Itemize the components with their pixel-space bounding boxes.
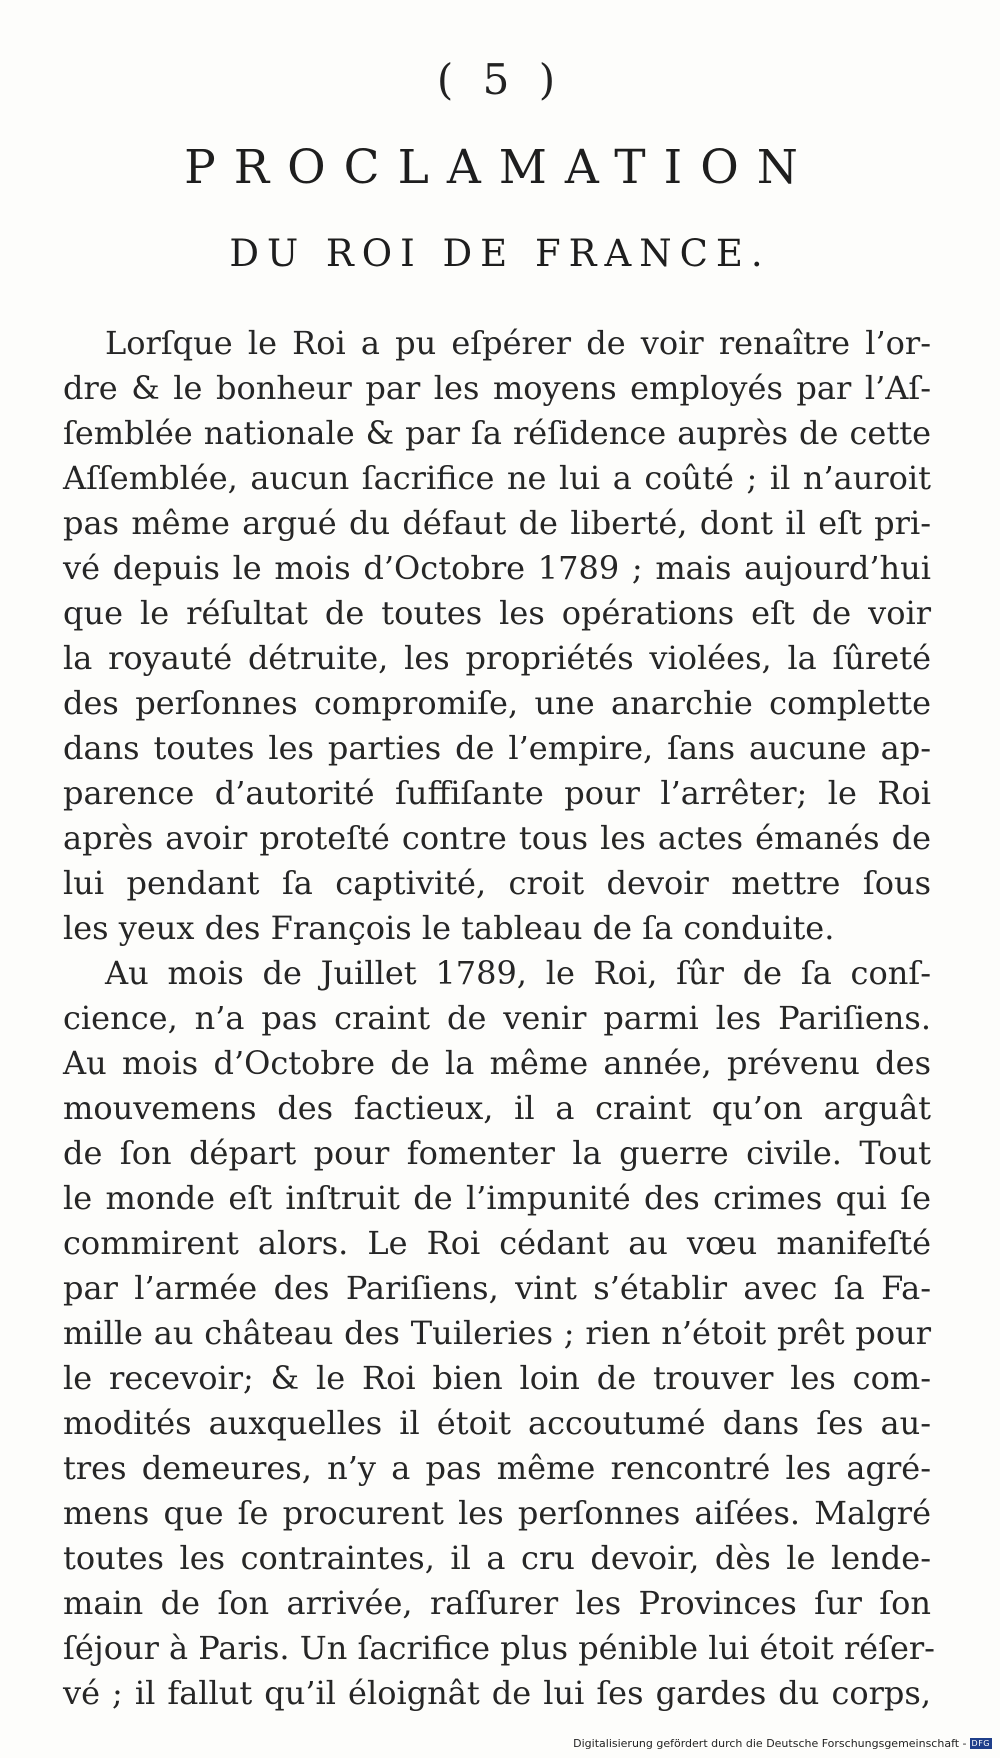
text-line: lui pendant ſa captivité, croit devoir mettre ſous <box>63 864 931 902</box>
text-line: modités auxquelles il étoit accoutumé dans ſes au- <box>63 1404 931 1442</box>
text-line: ſéjour à Paris. Un ſacrifice plus pénible lui étoit réſer- <box>63 1629 935 1667</box>
digitization-footer <box>573 1737 992 1750</box>
text-line: le recevoir; & le Roi bien loin de trouver les com- <box>63 1359 931 1397</box>
text-line: Au mois d’Octobre de la même année, prévenu des <box>63 1044 931 1082</box>
text-line: dans toutes les parties de l’empire, ſans aucune ap- <box>63 729 931 767</box>
text-line: mens que ſe procurent les perſonnes aiſées. Malgré <box>63 1494 931 1532</box>
text-line: les yeux des François le tableau de ſa conduite. <box>63 909 835 947</box>
text-line: Au mois de Juillet 1789, le Roi, ſûr de ſa conſ- <box>105 954 931 992</box>
text-line: mille au château des Tuileries ; rien n’étoit prêt pour <box>63 1314 931 1352</box>
text-line: cience, n’a pas craint de venir parmi les Pariſiens. <box>63 999 931 1037</box>
text-line: après avoir proteſté contre tous les actes émanés de <box>63 819 931 857</box>
text-line: vé ; il fallut qu’il éloignât de lui ſes gardes du corps, <box>63 1674 931 1712</box>
text-line: toutes les contraintes, il a cru devoir, dès le lende- <box>63 1539 931 1577</box>
footer-text: Digitalisierung gefördert durch die Deutsche Forschungsgemeinschaft - <box>573 1737 967 1750</box>
text-line: la royauté détruite, les propriétés violées, la ſûreté <box>63 639 931 677</box>
text-line: des perſonnes compromiſe, une anarchie complette <box>63 684 931 722</box>
text-line: main de ſon arrivée, raſſurer les Provinces ſur ſon <box>63 1584 931 1622</box>
text-line: de ſon départ pour fomenter la guerre civile. Tout <box>63 1134 931 1172</box>
page-subtitle: DU ROI DE FRANCE. <box>229 232 771 275</box>
text-line: commirent alors. Le Roi cédant au vœu manifeſté <box>63 1224 931 1262</box>
page-number: ( 5 ) <box>436 55 564 104</box>
body-text <box>63 321 935 1716</box>
text-line: que le réſultat de toutes les opérations eſt de voir <box>63 594 931 632</box>
text-line: tres demeures, n’y a pas même rencontré les agré- <box>63 1449 931 1487</box>
text-line: parence d’autorité ſuffiſante pour l’arrêter; le Roi <box>63 774 931 812</box>
dfg-logo: DFG <box>971 1739 990 1748</box>
text-line: vé depuis le mois d’Octobre 1789 ; mais aujourd’hui <box>63 549 931 587</box>
text-line: mouvemens des factieux, il a craint qu’on arguât <box>63 1089 931 1127</box>
text-line: ſemblée nationale & par ſa réſidence auprès de cette <box>63 414 931 452</box>
text-line: Lorſque le Roi a pu eſpérer de voir renaître l’or- <box>105 324 931 362</box>
text-line: par l’armée des Pariſiens, vint s’établir avec ſa Fa- <box>63 1269 931 1307</box>
text-line: le monde eſt inſtruit de l’impunité des crimes qui ſe <box>63 1179 931 1217</box>
text-line: Aſſemblée, aucun ſacrifice ne lui a coûté ; il n’auroit <box>63 459 931 497</box>
page-title: PROCLAMATION <box>184 140 816 195</box>
text-line: dre & le bonheur par les moyens employés par l’Aſ- <box>63 369 931 407</box>
text-line: pas même argué du défaut de liberté, dont il eſt pri- <box>63 504 931 542</box>
